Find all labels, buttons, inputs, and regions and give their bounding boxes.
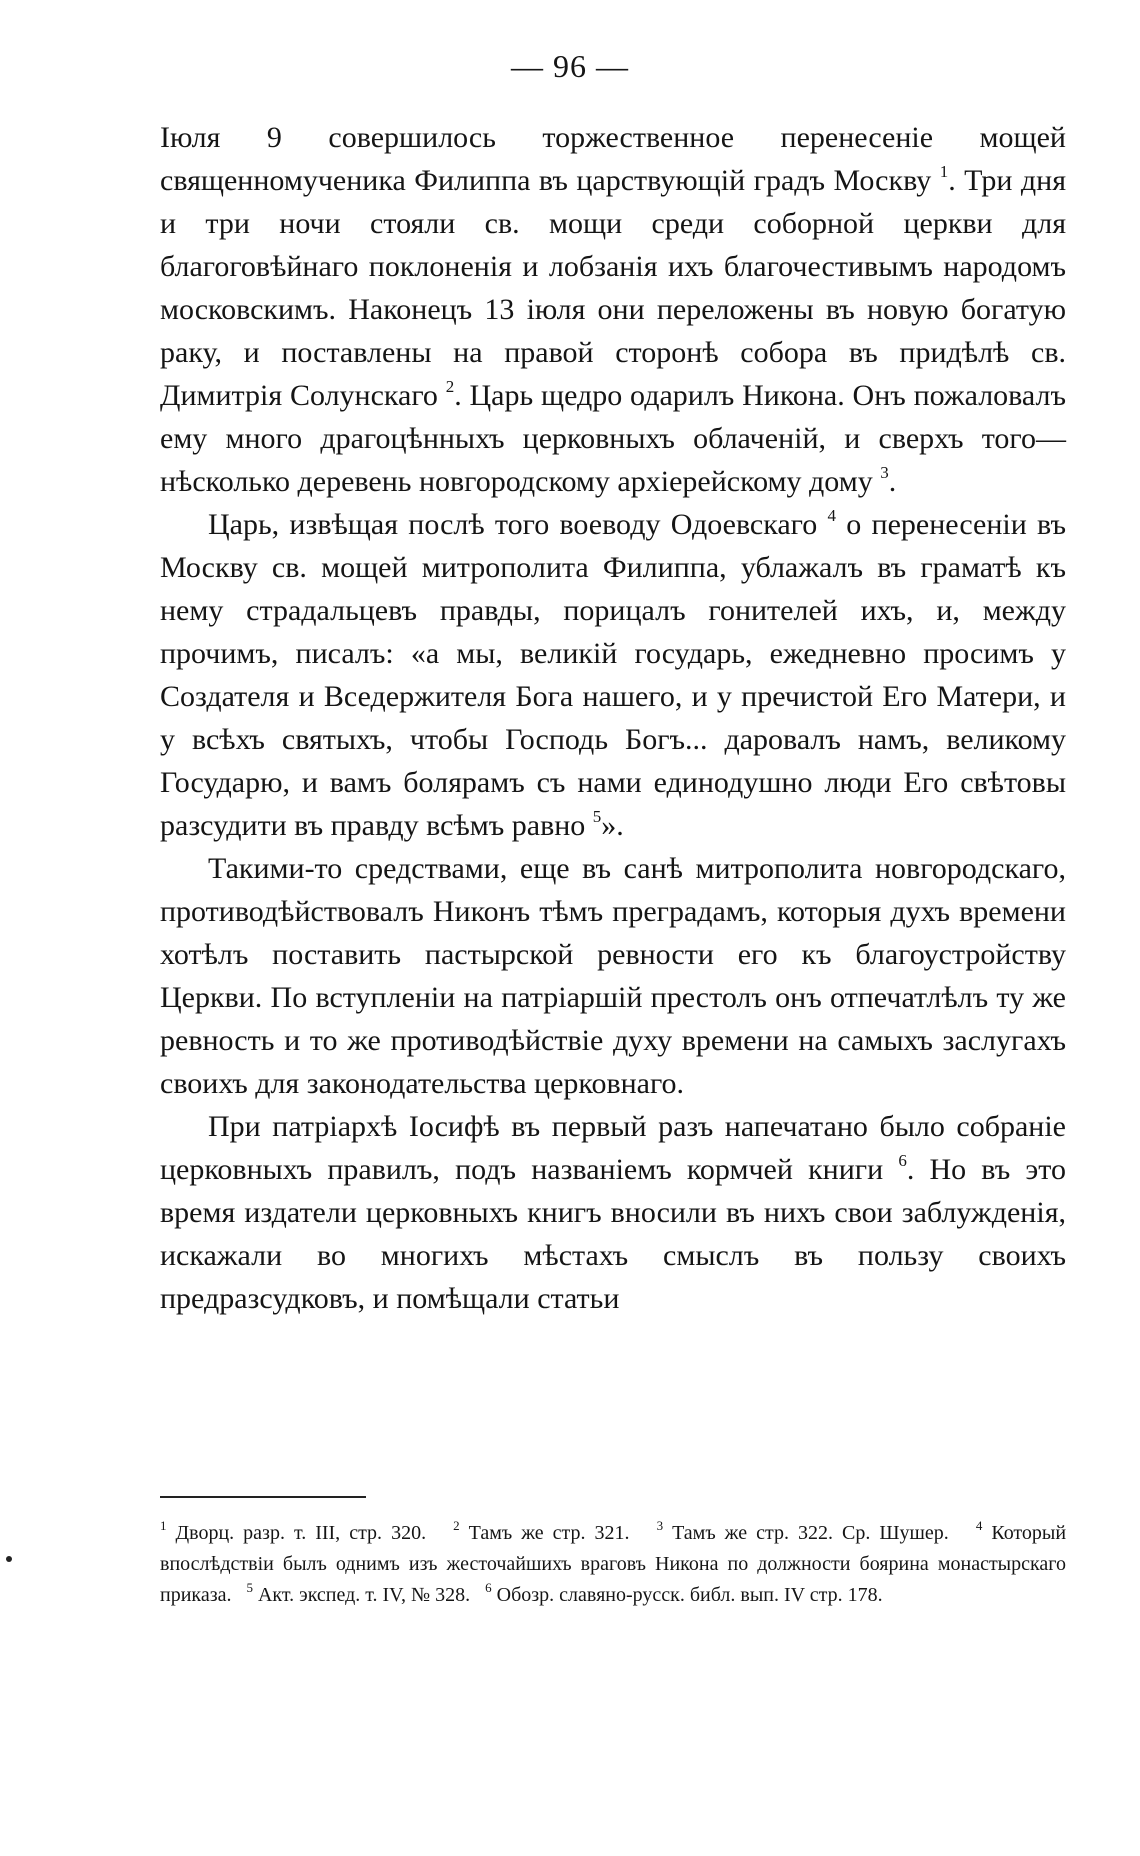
main-text <box>160 116 1066 1320</box>
paragraph-2 <box>160 503 1066 847</box>
text-run: При патріархѣ Іосифѣ въ первый разъ напечатано было собраніе церковныхъ правилъ, подъ названіемъ кормчей книги <box>160 1110 1066 1186</box>
text-run: . Но въ это время издатели церковныхъ книгъ вносили въ нихъ свои заблужденія, искажали во многихъ мѣстахъ смыслъ въ пользу своихъ предразсудковъ, и помѣщали статьи <box>160 1153 1066 1315</box>
footnote-text: Дворц. разр. т. III, стр. 320. <box>175 1522 427 1544</box>
paragraph-1 <box>160 116 1066 503</box>
footnote-number: 3 <box>656 1518 664 1534</box>
footnote-number: 2 <box>453 1518 460 1534</box>
footnote-number: 5 <box>246 1580 253 1596</box>
text-run: ». <box>601 809 624 842</box>
footnote-5 <box>246 1580 471 1606</box>
margin-ink-dot <box>6 1556 12 1562</box>
footnote-ref-4: 4 <box>827 506 837 525</box>
footnote-ref-3: 3 <box>880 463 889 482</box>
footnote-1 <box>160 1518 427 1544</box>
footnote-ref-5: 5 <box>592 807 602 826</box>
paragraph-3 <box>160 847 1066 1105</box>
footnotes <box>160 1518 1066 1611</box>
text-run: . Три дня и три ночи стояли св. мощи среди соборной церкви для благоговѣйнаго поклоненія и лобзанія ихъ благочестивымъ народомъ московскимъ. Наконецъ 13 іюля они переложены въ новую богатую раку, и поставлены на правой сторонѣ собора въ придѣлѣ св. Димитрія Солунскаго <box>160 164 1066 412</box>
footnote-text: Обозр. славяно-русск. библ. вып. IV стр. 178. <box>496 1584 883 1606</box>
footnote-6 <box>485 1580 883 1606</box>
footnote-separator <box>160 1496 366 1498</box>
footnote-text: Который впослѣдствіи былъ однимъ изъ жесточайшихъ враговъ Никона по должности боярина монастырскаго приказа. <box>160 1522 1067 1606</box>
page-number: — 96 — <box>511 48 629 84</box>
footnote-text: Тамъ же стр. 321. <box>468 1522 630 1544</box>
footnote-number: 6 <box>485 1580 492 1596</box>
text-run: . Царь щедро одарилъ Никона. Онъ пожаловалъ ему много драгоцѣнныхъ церковныхъ облаченій, и сверхъ того—нѣсколько деревень новгородскому архіерейскому дому <box>160 379 1066 498</box>
footnote-ref-6: 6 <box>898 1151 907 1170</box>
text-run: Царь, извѣщая послѣ того воеводу Одоевскаго <box>208 508 828 541</box>
footnote-number: 1 <box>160 1518 167 1534</box>
paragraph-4 <box>160 1105 1066 1320</box>
footnote-3 <box>656 1518 949 1544</box>
footnote-ref-1: 1 <box>939 162 949 181</box>
footnote-text: Акт. экспед. т. IV, № 328. <box>257 1584 471 1606</box>
text-run: Іюля 9 совершилось торжественное перенесеніе мощей священномученика Филиппа въ царствующій градъ Москву <box>160 121 1066 197</box>
text-run: Такими-то средствами, еще въ санѣ митрополита новгородскаго, противодѣйствовалъ Никонъ тѣмъ преградамъ, которыя духъ времени хотѣлъ поставить пастырской ревности его къ благоустройству Церкви. По вступленіи на патріаршій престолъ онъ отпечатлѣлъ ту же ревность и то же противодѣйствіе духу времени на самыхъ заслугахъ своихъ для законодательства церковнаго. <box>160 852 1066 1100</box>
footnote-text: Тамъ же стр. 322. Ср. Шушер. <box>672 1522 949 1544</box>
text-run: . <box>888 465 897 498</box>
footnote-ref-2: 2 <box>445 377 455 396</box>
text-run: о перенесеніи въ Москву св. мощей митрополита Филиппа, ублажалъ въ граматѣ къ нему страдальцевъ правды, порицалъ гонителей ихъ, и, между прочимъ, писалъ: «а мы, великій государь, ежедневно просимъ у Создателя и Вседержителя Бога нашего, и у пречистой Его Матери, и у всѣхъ святыхъ, чтобы Господь Богъ... даровалъ намъ, великому Государю, и вамъ болярамъ съ нами единодушно люди Его свѣтовы разсудити въ правду всѣмъ равно <box>160 508 1066 842</box>
footnote-number: 4 <box>975 1518 983 1534</box>
footnote-2 <box>453 1518 630 1544</box>
